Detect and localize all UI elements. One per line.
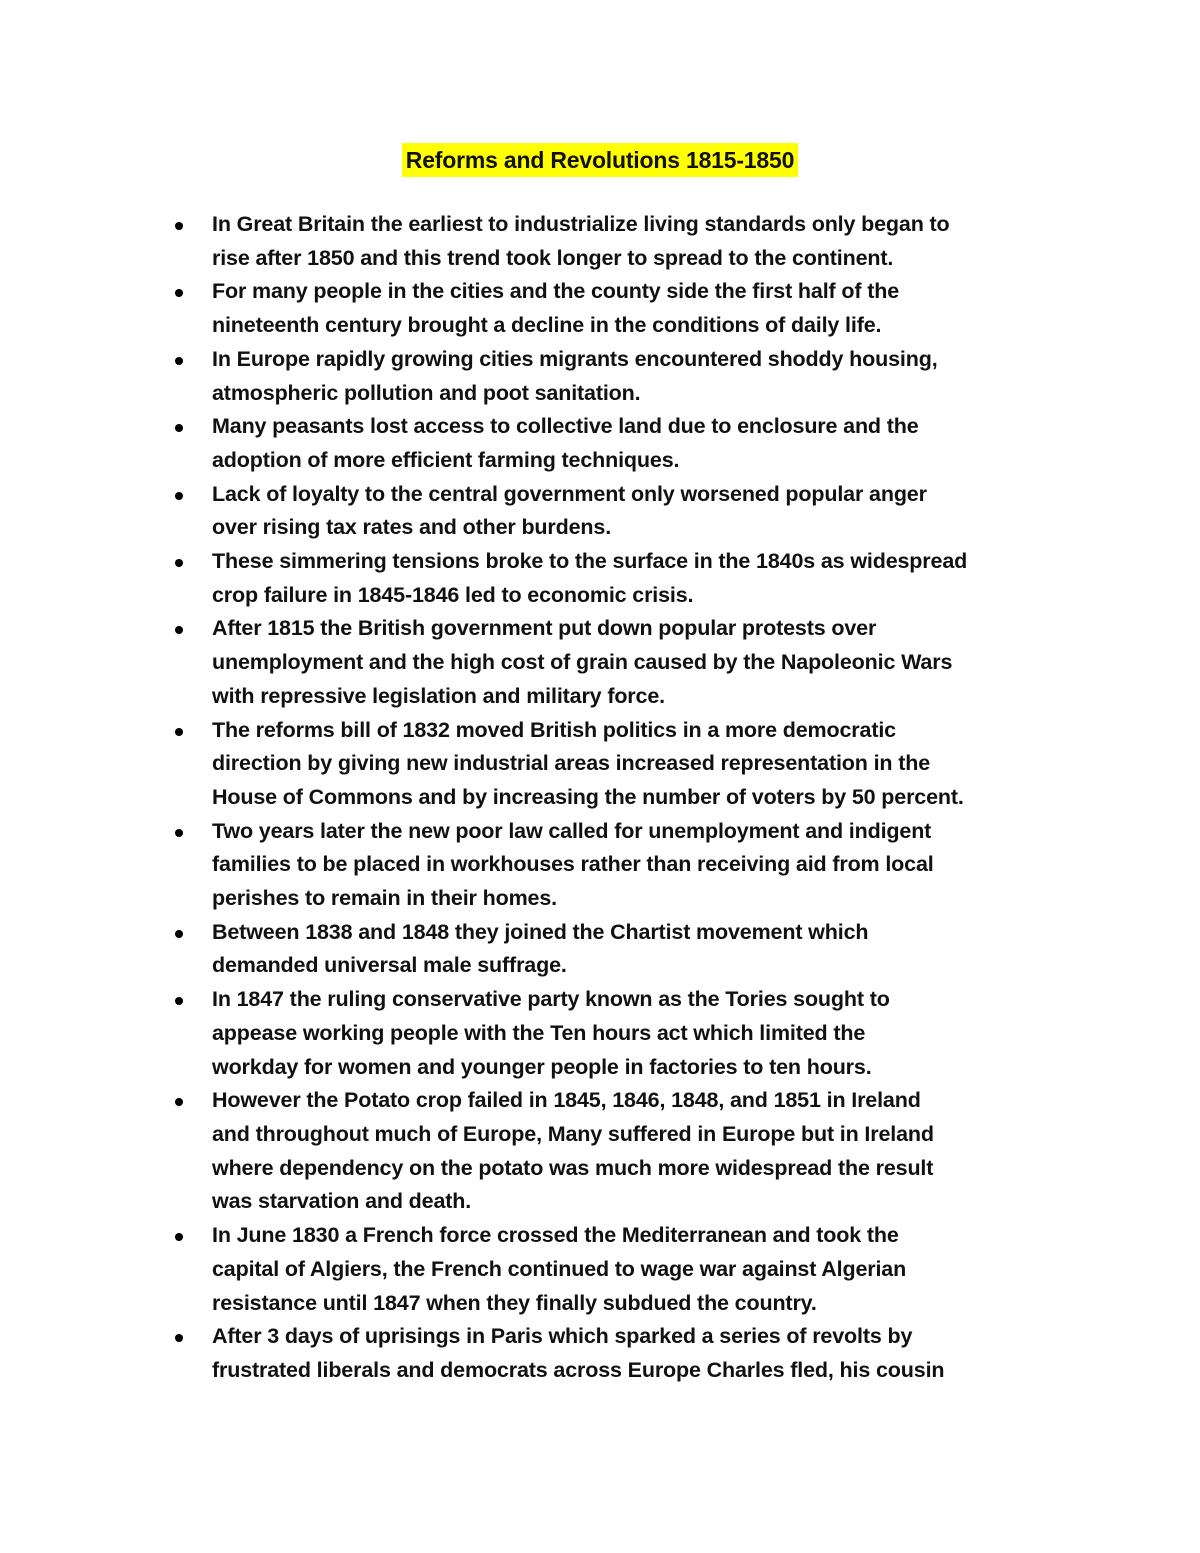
bullet-dot-icon xyxy=(175,222,183,230)
bullet-item xyxy=(172,815,1072,916)
bullet-text-line: demanded universal male suffrage. xyxy=(212,953,567,978)
bullet-text-line: Between 1838 and 1848 they joined the Chartist movement which xyxy=(212,919,869,944)
bullet-dot-icon xyxy=(175,1233,183,1241)
bullet-item xyxy=(172,275,1072,342)
bullet-dot-icon xyxy=(175,492,183,500)
bullet-text-line: crop failure in 1845-1846 led to economic crisis. xyxy=(212,582,694,607)
bullet-text-line: families to be placed in workhouses rather than receiving aid from local xyxy=(212,852,934,877)
bullet-text-line: Two years later the new poor law called for unemployment and indigent xyxy=(212,818,932,843)
bullet-dot-icon xyxy=(175,424,183,432)
bullet-text-line: In June 1830 a French force crossed the Mediterranean and took the xyxy=(212,1223,899,1248)
bullet-text-line: workday for women and younger people in factories to ten hours. xyxy=(212,1054,872,1079)
bullet-text-line: For many people in the cities and the county side the first half of the xyxy=(212,279,899,304)
bullet-dot-icon xyxy=(175,1098,183,1106)
bullet-text-line: Lack of loyalty to the central government only worsened popular anger xyxy=(212,481,927,506)
bullet-item xyxy=(172,208,1072,275)
document-title: Reforms and Revolutions 1815-1850 xyxy=(402,143,798,177)
bullet-text-line: unemployment and the high cost of grain caused by the Napoleonic Wars xyxy=(212,650,953,675)
bullet-list xyxy=(172,208,1072,1388)
bullet-text-line: Many peasants lost access to collective land due to enclosure and the xyxy=(212,414,919,439)
bullet-dot-icon xyxy=(175,829,183,837)
bullet-text-line: However the Potato crop failed in 1845, 1846, 1848, and 1851 in Ireland xyxy=(212,1088,921,1113)
bullet-text-line: with repressive legislation and military force. xyxy=(212,683,665,708)
bullet-item xyxy=(172,1084,1072,1219)
bullet-text-line: capital of Algiers, the French continued to wage war against Algerian xyxy=(212,1256,907,1281)
bullet-item xyxy=(172,612,1072,713)
bullet-text-line: House of Commons and by increasing the number of voters by 50 percent. xyxy=(212,784,964,809)
bullet-text-line: nineteenth century brought a decline in the conditions of daily life. xyxy=(212,313,882,338)
bullet-item xyxy=(172,343,1072,410)
bullet-item xyxy=(172,983,1072,1084)
bullet-text-line: was starvation and death. xyxy=(212,1189,472,1214)
bullet-item xyxy=(172,410,1072,477)
bullet-text-line: appease working people with the Ten hours act which limited the xyxy=(212,1020,866,1045)
bullet-item xyxy=(172,545,1072,612)
bullet-dot-icon xyxy=(175,559,183,567)
bullet-text-line: resistance until 1847 when they finally subdued the country. xyxy=(212,1290,817,1315)
bullet-text-line: over rising tax rates and other burdens. xyxy=(212,515,612,540)
bullet-item xyxy=(172,478,1072,545)
bullet-text-line: frustrated liberals and democrats across Europe Charles fled, his cousin xyxy=(212,1357,945,1382)
title-container xyxy=(0,143,1200,177)
bullet-text-line: and throughout much of Europe, Many suffered in Europe but in Ireland xyxy=(212,1121,934,1146)
bullet-dot-icon xyxy=(175,930,183,938)
bullet-text-line: atmospheric pollution and poot sanitation. xyxy=(212,380,641,405)
bullet-text-line: rise after 1850 and this trend took longer to spread to the continent. xyxy=(212,245,894,270)
bullet-text-line: These simmering tensions broke to the surface in the 1840s as widespread xyxy=(212,549,968,574)
bullet-dot-icon xyxy=(175,289,183,297)
bullet-text-line: After 1815 the British government put down popular protests over xyxy=(212,616,877,641)
bullet-dot-icon xyxy=(175,1334,183,1342)
bullet-item xyxy=(172,1320,1072,1387)
bullet-item xyxy=(172,1219,1072,1320)
bullet-item xyxy=(172,916,1072,983)
bullet-item xyxy=(172,714,1072,815)
bullet-dot-icon xyxy=(175,728,183,736)
bullet-text-line: perishes to remain in their homes. xyxy=(212,886,557,911)
bullet-text-line: After 3 days of uprisings in Paris which sparked a series of revolts by xyxy=(212,1324,913,1349)
bullet-text-line: In 1847 the ruling conservative party known as the Tories sought to xyxy=(212,987,890,1012)
bullet-dot-icon xyxy=(175,626,183,634)
bullet-text-line: where dependency on the potato was much more widespread the result xyxy=(212,1155,934,1180)
bullet-dot-icon xyxy=(175,997,183,1005)
bullet-text-line: adoption of more efficient farming techniques. xyxy=(212,447,680,472)
bullet-text-line: The reforms bill of 1832 moved British politics in a more democratic xyxy=(212,717,896,742)
bullet-text-line: direction by giving new industrial areas increased representation in the xyxy=(212,751,931,776)
bullet-dot-icon xyxy=(175,357,183,365)
bullet-text-line: In Europe rapidly growing cities migrants encountered shoddy housing, xyxy=(212,346,938,371)
bullet-text-line: In Great Britain the earliest to industrialize living standards only began to xyxy=(212,212,950,236)
